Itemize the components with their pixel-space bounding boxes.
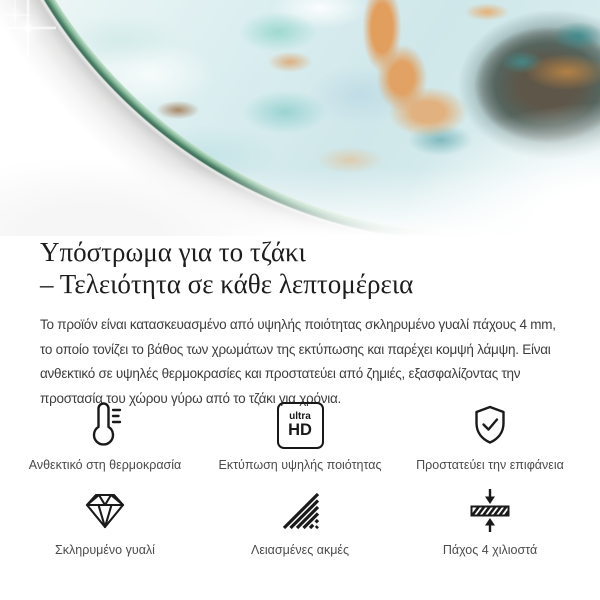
page-title-line1: Υπόστρωμα για το τζάκι xyxy=(40,237,306,267)
feature-label: Εκτύπωση υψηλής ποιότητας xyxy=(218,458,382,472)
product-info-section xyxy=(0,236,600,558)
thickness-icon xyxy=(467,487,513,533)
photo-white-fade xyxy=(0,0,600,236)
shield-check-icon xyxy=(468,402,512,448)
description-line: ανθεκτικό σε υψηλές θερμοκρασίες και προστατεύει από ζημιές, εξασφαλίζοντας την xyxy=(40,366,521,381)
ultra-hd-badge xyxy=(277,402,324,449)
page-title xyxy=(40,236,560,300)
features-grid xyxy=(20,402,564,558)
page-title-line2: – Τελειότητα σε κάθε λεπτομέρεια xyxy=(40,269,414,299)
feature-label: Πάχος 4 χιλιοστά xyxy=(442,543,538,557)
diamond-icon xyxy=(82,487,128,533)
description-line: Το προϊόν είναι κατασκευασμένο από υψηλής ποιότητας σκληρυμένο γυαλί πάχους 4 mm, xyxy=(40,317,556,332)
polished-edges-icon xyxy=(277,487,323,533)
ultra-hd-badge-top: ultra xyxy=(289,410,311,422)
feature-label: Λειασμένες ακμές xyxy=(250,543,349,557)
feature-label: Σκληρυμένο γυαλί xyxy=(55,543,155,557)
description-line: προστασία του χώρου γύρω από το τζάκι για χρόνια. xyxy=(40,390,342,406)
hero-photo xyxy=(0,0,600,236)
feature-heat-resistant xyxy=(20,402,190,473)
feature-polished-edges xyxy=(190,487,410,558)
sparkle-glint-small-icon xyxy=(0,0,30,30)
feature-print-quality xyxy=(190,402,410,473)
feature-thickness xyxy=(410,487,570,558)
ultra-hd-badge-bottom: HD xyxy=(288,420,312,439)
feature-surface-protection xyxy=(410,402,570,473)
feature-tempered-glass xyxy=(20,487,190,558)
thermometer-icon xyxy=(83,402,127,448)
product-description xyxy=(40,313,585,411)
description-line: το οποίο τονίζει το βάθος των χρωμάτων της εκτύπωσης και παρέχει κομψή λάμψη. Είναι xyxy=(40,341,551,357)
ultra-hd-icon xyxy=(277,402,324,448)
feature-label: Ανθεκτικό στη θερμοκρασία xyxy=(28,458,182,472)
feature-label: Προστατεύει την επιφάνεια xyxy=(416,458,564,472)
